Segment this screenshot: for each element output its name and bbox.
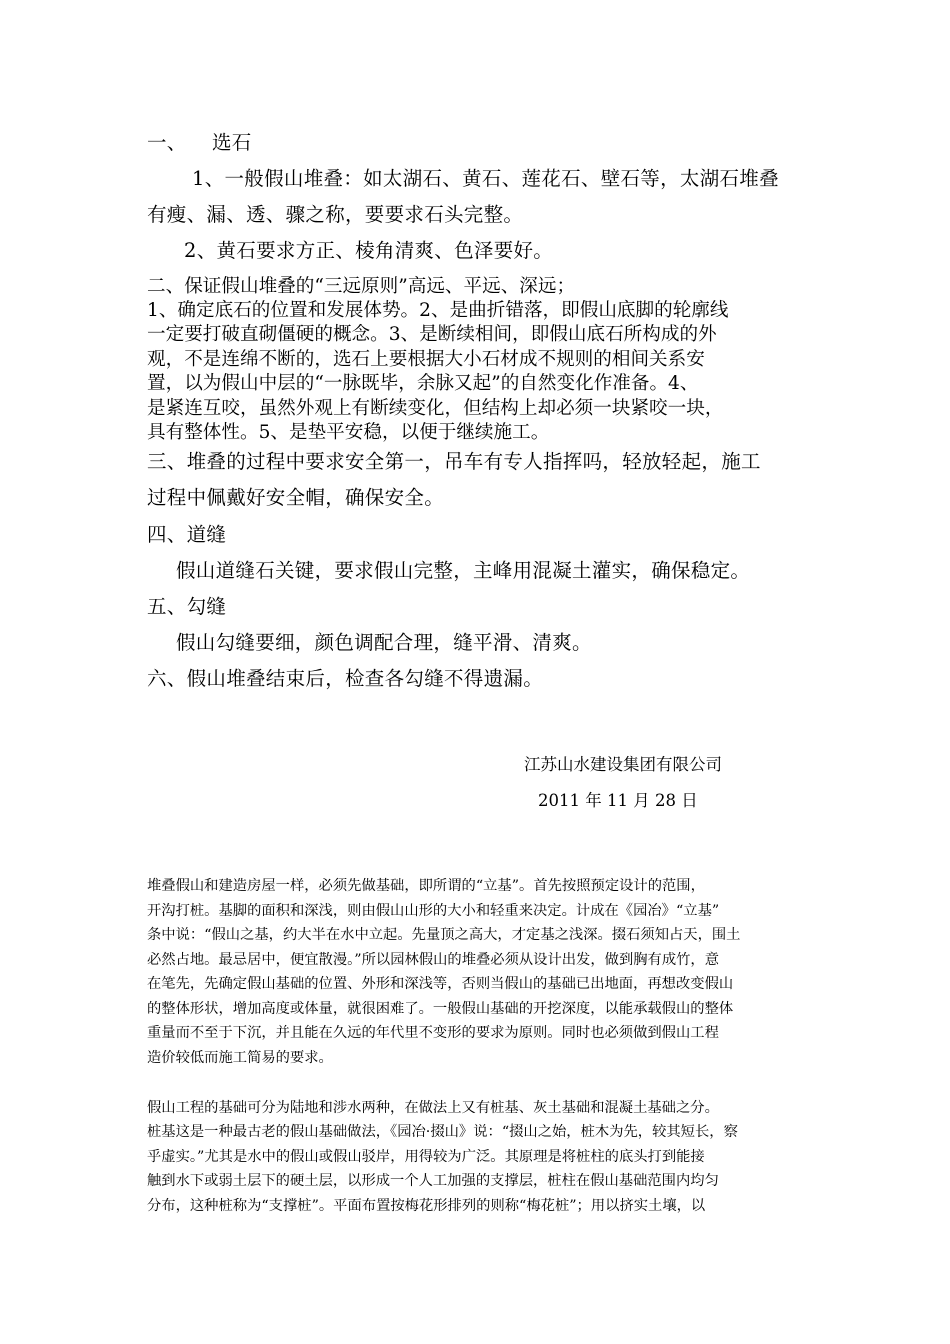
section-1-heading-number: 一、: [147, 131, 187, 154]
appendix-paragraph-1-line: 在笔先，先确定假山基础的位置、外形和深浅等，否则当假山的基础已出地面，再想改变假山: [147, 976, 734, 992]
signature-date: 2011 年 11 月 28 日: [538, 791, 698, 810]
section-1-item-1-line-1: 1、一般假山堆叠：如太湖石、黄石、莲花石、壁石等，太湖石堆叠: [192, 167, 779, 190]
section-2-line: 置，以为假山中层的“一脉既毕，余脉又起”的自然变化作准备。4、: [147, 373, 699, 394]
section-4-body: 假山道缝石关键，要求假山完整，主峰用混凝土灌实，确保稳定。: [176, 559, 751, 582]
appendix-paragraph-2-line: 触到水下或弱土层下的硬土层，以形成一个人工加强的支撑层，桩柱在假山基础范围内均匀: [147, 1173, 719, 1189]
appendix-paragraph-1-line: 造价较低而施工简易的要求。: [147, 1050, 333, 1066]
appendix-paragraph-2-line: 假山工程的基础可分为陆地和涉水两种，在做法上又有桩基、灰土基础和混凝土基础之分。: [147, 1100, 719, 1116]
appendix-paragraph-1-line: 必然占地。最忌居中，便宜散漫。”所以园林假山的堆叠必须从设计出发，做到胸有成竹，意: [147, 952, 720, 968]
section-2-line: 是紧连互咬，虽然外观上有断续变化，但结构上却必须一块紧咬一块，: [147, 398, 724, 419]
section-6: 六、假山堆叠结束后，检查各勾缝不得遗漏。: [147, 667, 544, 690]
section-2-line: 具有整体性。5、是垫平安稳，以便于继续施工。: [147, 422, 550, 443]
appendix-paragraph-2-line: 乎虚实。”尤其是水中的假山或假山驳岸，用得较为广泛。其原理是将桩柱的底头打到能接: [147, 1149, 705, 1165]
appendix-paragraph-1-line: 条中说：“假山之基，约大半在水中立起。先量顶之高大，才定基之浅深。掇石须知占天，围土: [147, 927, 741, 943]
appendix-paragraph-1-line: 重量而不至于下沉，并且能在久远的年代里不变形的要求为原则。同时也必须做到假山工程: [147, 1025, 719, 1041]
appendix-paragraph-1-line: 的整体形状，增加高度或体量，就很困难了。一般假山基础的开挖深度，以能承载假山的整体: [147, 1001, 734, 1017]
section-2-line: 二、保证假山堆叠的“三远原则”高远、平远、深远；: [147, 276, 576, 297]
appendix-paragraph-1-line: 开沟打桩。基脚的面积和深浅，则由假山山形的大小和轻重来决定。计成在《园冶》“立基”: [147, 903, 720, 919]
section-5-heading: 五、勾缝: [147, 595, 227, 618]
appendix-paragraph-2-line: 桩基这是一种最古老的假山基础做法，《园冶·掇山》说：“掇山之始，桩木为先，较其短长，察: [147, 1124, 738, 1140]
section-3-line-1: 三、堆叠的过程中要求安全第一，吊车有专人指挥吗，轻放轻起，施工: [147, 450, 761, 473]
section-5-body: 假山勾缝要细，颜色调配合理，缝平滑、清爽。: [176, 631, 592, 654]
appendix-paragraph-2-line: 分布，这种桩称为“支撑桩”。平面布置按梅花形排列的则称“梅花桩”；用以挤实土壤，以: [147, 1198, 706, 1214]
section-2-line: 观，不是连绵不断的，选石上要根据大小石材成不规则的相间关系安: [147, 349, 705, 370]
section-3-line-2: 过程中佩戴好安全帽，确保安全。: [147, 486, 445, 509]
section-4-heading: 四、道缝: [147, 523, 227, 546]
section-1-heading: 选石: [212, 131, 252, 154]
section-1-item-1-line-2: 有瘦、漏、透、骤之称，要要求石头完整。: [147, 203, 524, 226]
section-1-item-2: 2、黄石要求方正、棱角清爽、色泽要好。: [184, 239, 554, 262]
section-2-line: 一定要打破直砌僵硬的概念。3、是断续相间，即假山底石所构成的外: [147, 324, 717, 345]
signature-company: 江苏山水建设集团有限公司: [524, 755, 722, 774]
section-2-line: 1、确定底石的位置和发展体势。2、是曲折错落，即假山底脚的轮廓线: [147, 300, 729, 321]
appendix-paragraph-1-line: 堆叠假山和建造房屋一样，必须先做基础，即所谓的“立基”。首先按照预定设计的范围，: [147, 878, 705, 894]
